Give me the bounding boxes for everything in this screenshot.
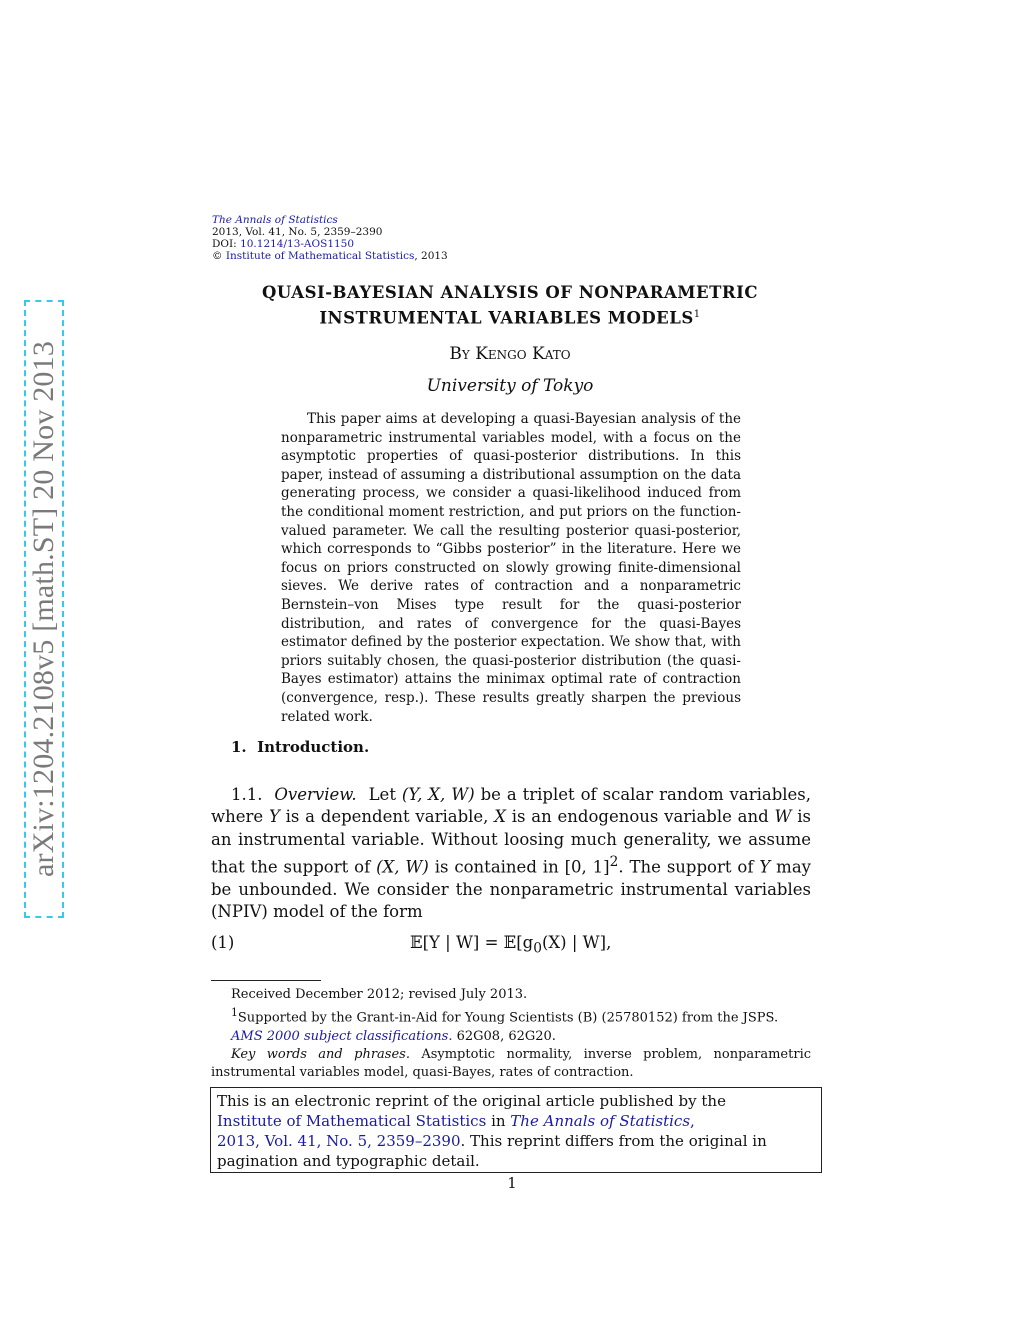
equation-number: (1) bbox=[211, 933, 235, 952]
reprint-line-1: This is an electronic reprint of the original article published by the bbox=[217, 1092, 726, 1110]
reprint-line-2 bbox=[217, 1111, 815, 1131]
math-superscript: 2 bbox=[609, 853, 619, 870]
footnote-rule bbox=[211, 980, 321, 981]
paper-title bbox=[200, 282, 820, 330]
reprint-text: . This reprint differs from the original in bbox=[460, 1132, 767, 1150]
intro-paragraph bbox=[211, 784, 811, 923]
section-title: Introduction. bbox=[257, 738, 370, 756]
author-name: By Kengo Kato bbox=[449, 344, 571, 364]
journal-header bbox=[212, 214, 448, 262]
ams-classification-link[interactable]: AMS 2000 subject classifications. bbox=[231, 1028, 453, 1044]
arxiv-identifier: arXiv:1204.2108v5 [math.ST] 20 Nov 2013 bbox=[27, 340, 60, 878]
display-equation bbox=[410, 933, 611, 956]
equation-lhs: 𝔼[Y | W] = 𝔼[g bbox=[410, 933, 534, 952]
abstract: This paper aims at developing a quasi-Bayesian analysis of the nonparametric instrumental variables model, with a focus on the asymptotic properties of quasi-posterior distributions. In this paper, instead of assuming a distributional assumption on the data generating process, we consider a quasi-likelihood induced from the conditional moment restriction, and put priors on the function-valued parameter. We call the resulting posterior quasi-posterior, which corresponds to “Gibbs posterior” in the literature. Here we focus on priors constructed on slowly growing finite-dimensional sieves. We derive rates of contraction and a nonparametric Bernstein–von Mises type result for the quasi-posterior distribution, and rates of convergence for the quasi-Bayes estimator defined by the posterior expectation. We show that, with priors suitably chosen, the quasi-posterior distribution (the quasi-Bayes estimator) attains the minimax optimal rate of contraction (convergence, resp.). These results greatly sharpen the previous related work. bbox=[281, 411, 741, 725]
math-inline: Y bbox=[268, 807, 280, 827]
ams-codes: 62G08, 62G20. bbox=[452, 1028, 556, 1044]
intro-text: be a triplet of scalar random variables, where bbox=[211, 785, 812, 827]
title-footnote-mark: 1 bbox=[693, 309, 701, 320]
journal-name-link[interactable]: The Annals of Statistics bbox=[212, 214, 338, 226]
intro-text: may be unbounded. We consider the nonparametric instrumental variables (NPIV) model of the form bbox=[211, 857, 811, 921]
support-footnote-mark: 1 bbox=[231, 1006, 238, 1020]
reprint-publisher-link[interactable]: Institute of Mathematical Statistics bbox=[217, 1112, 487, 1130]
keywords-label: Key words and phrases. bbox=[231, 1046, 410, 1062]
publisher-link[interactable]: Institute of Mathematical Statistics bbox=[225, 250, 415, 262]
section-number: 1. bbox=[231, 738, 247, 756]
reprint-citation-link[interactable]: 2013, Vol. 41, No. 5, 2359–2390 bbox=[217, 1132, 461, 1150]
author-affiliation: University of Tokyo bbox=[426, 376, 594, 396]
equation-subscript: 0 bbox=[533, 940, 542, 957]
intro-text: is a dependent variable, bbox=[279, 807, 495, 827]
intro-text: is contained in [0, 1] bbox=[428, 857, 610, 877]
keywords-text: Asymptotic normality, inverse problem, nonparametric instrumental variables model, quasi-Bayes, rates of contraction. bbox=[211, 1046, 812, 1081]
math-inline: W bbox=[774, 807, 792, 827]
title-line-2 bbox=[200, 304, 820, 330]
keywords bbox=[211, 1046, 811, 1082]
subsection-number: 1.1. bbox=[231, 785, 263, 804]
page-number: 1 bbox=[507, 1174, 517, 1192]
reprint-line-4: pagination and typographic detail. bbox=[217, 1152, 480, 1170]
copyright-line bbox=[212, 250, 448, 262]
footnotes bbox=[211, 986, 811, 1082]
doi-label: DOI: bbox=[212, 238, 237, 250]
doi-link[interactable]: 10.1214/13-AOS1150 bbox=[240, 238, 355, 250]
equation-rhs: (X) | W], bbox=[542, 933, 612, 952]
math-inline: X bbox=[494, 807, 506, 827]
copyright-year: , 2013 bbox=[414, 250, 448, 262]
math-inline: Y bbox=[759, 857, 771, 877]
intro-text: is an endogenous variable and bbox=[505, 807, 775, 827]
support-note bbox=[211, 1004, 811, 1028]
section-heading bbox=[231, 738, 369, 756]
title-line-2-text: INSTRUMENTAL VARIABLES MODELS bbox=[319, 308, 694, 328]
reprint-text: , bbox=[690, 1112, 695, 1130]
arxiv-stamp bbox=[24, 300, 64, 918]
reprint-line-3 bbox=[217, 1131, 815, 1151]
reprint-notice bbox=[210, 1087, 822, 1173]
intro-text: is an instrumental variable. Without loosing much generality, we assume that the support of bbox=[211, 807, 811, 877]
intro-text: Let bbox=[368, 785, 402, 804]
ams-classification bbox=[211, 1028, 811, 1046]
reprint-journal-link[interactable]: The Annals of Statistics bbox=[510, 1112, 691, 1130]
received-note: Received December 2012; revised July 2013. bbox=[231, 987, 528, 1002]
subsection-title: Overview. bbox=[274, 785, 357, 804]
copyright-symbol: © bbox=[212, 250, 223, 262]
journal-volume: 2013, Vol. 41, No. 5, 2359–2390 bbox=[212, 226, 383, 238]
math-inline: (Y, X, W) bbox=[401, 785, 475, 804]
support-text: Supported by the Grant-in-Aid for Young Scientists (B) (25780152) from the JSPS. bbox=[237, 1010, 779, 1026]
title-line-1: QUASI-BAYESIAN ANALYSIS OF NONPARAMETRIC bbox=[262, 283, 758, 302]
intro-text: . The support of bbox=[618, 857, 760, 877]
reprint-text: in bbox=[486, 1112, 511, 1130]
math-inline: (X, W) bbox=[376, 857, 429, 877]
journal-doi-line bbox=[212, 238, 448, 250]
